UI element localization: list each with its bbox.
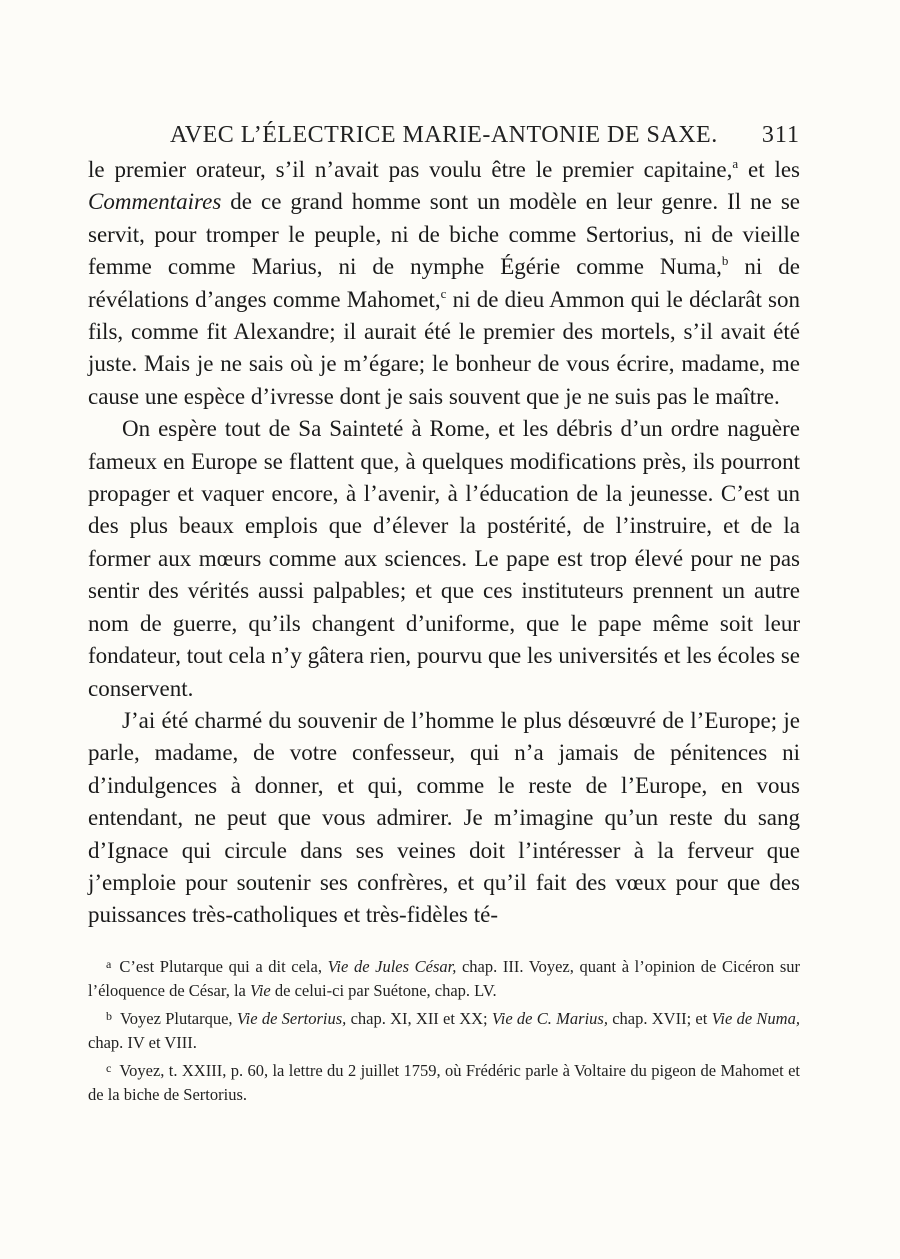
text-run: chap. XI, XII et XX; — [346, 1008, 492, 1028]
footnotes — [88, 952, 800, 1108]
text-run: chap. XVII; et — [607, 1008, 712, 1028]
footnote-mark-c: c — [106, 1060, 112, 1075]
footnote-ref-a: a — [732, 156, 739, 171]
italic-run: Commentaires — [88, 189, 222, 215]
paragraph-1 — [88, 154, 800, 413]
text-run: Voyez, t. XXIII, p. 60, la lettre du 2 juillet 1759, où Frédéric parle à Voltaire du pigeon de Mahomet et de la biche de Sertorius. — [88, 1060, 800, 1105]
running-title: AVEC L’ÉLECTRICE MARIE-ANTONIE DE SAXE. — [170, 122, 718, 148]
italic-run: Vie de Sertorius, — [236, 1008, 347, 1028]
text-run: ni de révélations d’anges comme Mahomet, — [88, 254, 800, 312]
italic-run: Vie de C. Marius, — [491, 1008, 608, 1028]
text-run: ni de dieu Ammon qui le déclarât son fils, comme fit Alexandre; il aurait été le premier des mortels, s’il avait été juste. Mais je ne sais où je m’égare; le bonheur de vous écrire, madame, me cause une espèce d’ivresse dont je sais souvent que je ne suis pas le maître. — [88, 286, 801, 409]
text-run: le premier orateur, s’il n’avait pas voulu être le premier capitaine, — [88, 157, 733, 182]
italic-run: Vie de Jules César, — [327, 956, 457, 976]
body-text — [88, 154, 800, 932]
running-head — [88, 118, 800, 154]
text-run: chap. IV et VIII. — [88, 1033, 197, 1053]
footnote-mark-a: a — [106, 956, 112, 971]
paragraph-2: On espère tout de Sa Sainteté à Rome, et les débris d’un ordre naguère fameux en Europe se flattent que, à quelques modifications près, ils pourront propager et vaquer encore, à l’avenir, à l’éducation de la jeunesse. C’est un des plus beaux emplois que d’élever la postérité, de l’instruire, et de la former aux mœurs comme aux sciences. Le pape est trop élevé pour ne pas sentir des vérités aussi palpables; et que ces instituteurs prennent un autre nom de guerre, qu’ils changent d’uniforme, que le pape même soit leur fondateur, tout cela n’y gâtera rien, pourvu que les universités et les écoles se conservent. — [88, 416, 800, 701]
footnote-b — [88, 1004, 800, 1056]
footnote-ref-c: c — [440, 285, 447, 301]
text-run: chap. III. Voyez, quant à l’opinion de Cicéron sur l’éloquence de César, la — [88, 956, 800, 1001]
footnote-mark-b: b — [106, 1008, 112, 1023]
page-number: 311 — [761, 122, 800, 148]
paragraph-3: J’ai été charmé du souvenir de l’homme le plus désœuvré de l’Europe; je parle, madame, de votre confesseur, qui n’a jamais de pénitences ni d’indulgences à donner, et qui, comme le reste de l’Europe, en vous entendant, ne peut que vous admirer. Je m’imagine qu’un reste du sang d’Ignace qui circule dans ses veines doit l’intéresser à la ferveur que j’emploie pour soutenir ses confrères, et qu’il fait des vœux pour que des puissances très-catholiques et très-fidèles té- — [88, 707, 800, 928]
italic-run: Vie — [249, 981, 271, 1001]
footnote-ref-b: b — [721, 253, 729, 269]
text-run: de ce grand homme sont un modèle en leur genre. Il ne se servit, pour tromper le peuple, ni de biche comme Sertorius, ni de vieille femme comme Marius, ni de nymphe Égérie comme Numa, — [88, 189, 800, 280]
italic-run: Vie de Numa, — [711, 1008, 800, 1028]
footnote-a — [88, 952, 800, 1004]
text-run: C’est Plutarque qui a dit cela, — [119, 956, 328, 976]
text-run: Voyez Plutarque, — [120, 1008, 237, 1028]
text-run: et les — [738, 157, 800, 182]
footnote-c — [88, 1056, 800, 1108]
page — [88, 118, 800, 1108]
text-run: de celui-ci par Suétone, chap. LV. — [270, 981, 497, 1001]
